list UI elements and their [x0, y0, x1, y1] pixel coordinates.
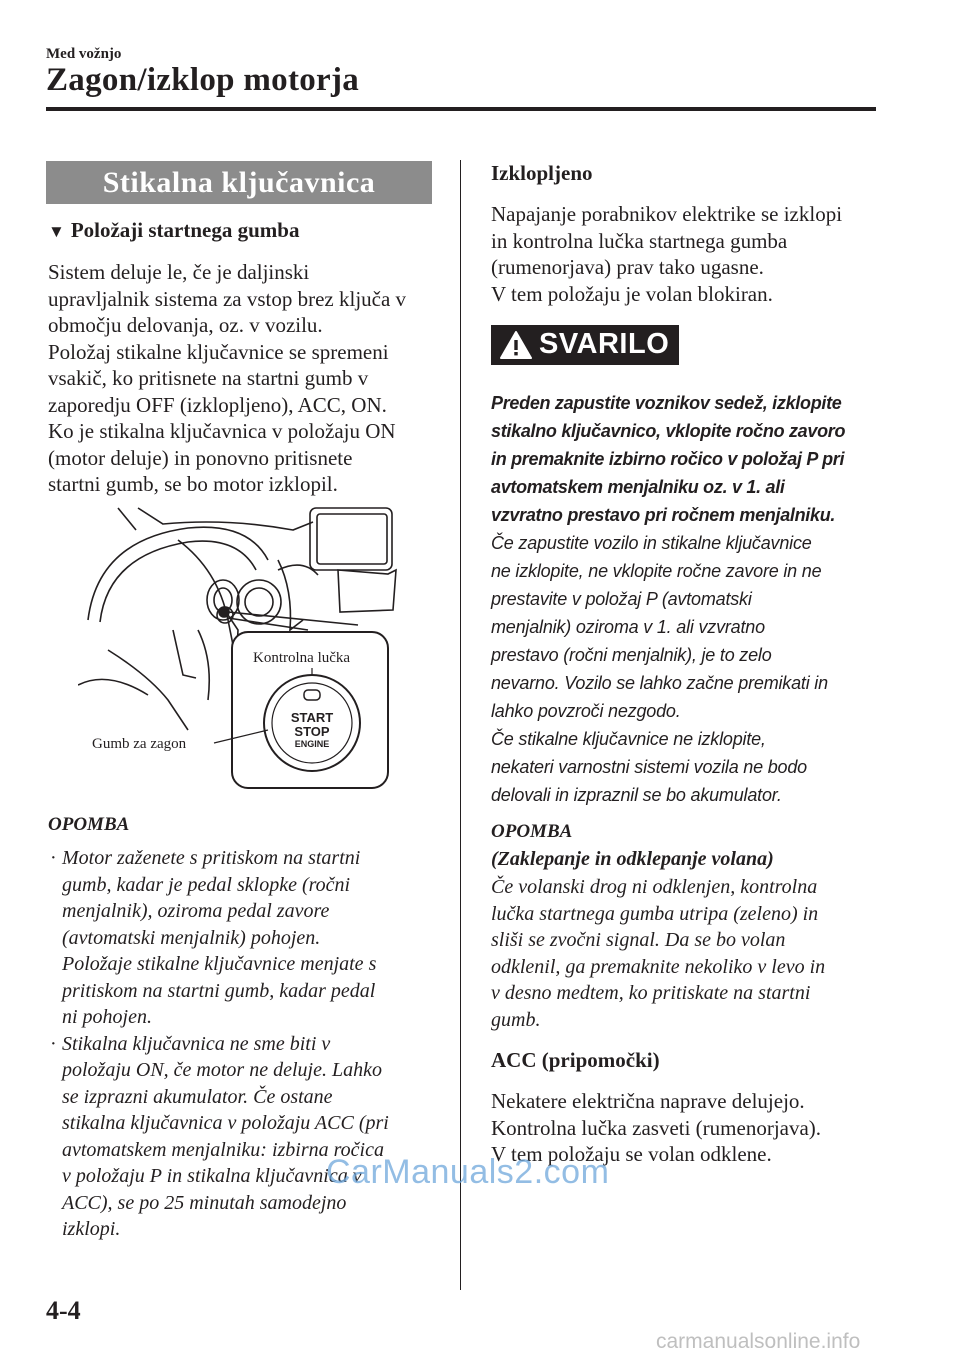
- warning-line: menjalnik) oziroma v 1. ali vzvratno: [491, 617, 765, 637]
- header-rule: [46, 107, 876, 111]
- left-note-title: OPOMBA: [48, 814, 130, 835]
- note-line: Če volanski drog ni odklenjen, kontrolna: [491, 876, 818, 898]
- bullet-line: avtomatskem menjalniku: izbirna ročica: [62, 1138, 384, 1161]
- bullet-line: v položaju P in stikalna ključavnica v: [62, 1165, 362, 1187]
- section-title-bar: Stikalna ključavnica: [46, 161, 432, 204]
- paragraph-line: Nekatere električna naprave delujejo.: [491, 1089, 805, 1113]
- paragraph-line: Sistem deluje le, če je daljinski: [48, 260, 310, 284]
- paragraph-line: upravljalnik sistema za vstop brez ključa v: [48, 286, 407, 311]
- bullet-line: ACC), se po 25 minutah samodejno: [62, 1191, 347, 1214]
- paragraph-line: območju delovanja, oz. v vozilu.: [48, 313, 323, 337]
- paragraph-line: in kontrolna lučka startnega gumba: [491, 228, 788, 253]
- subheading-marker: ▼: [48, 222, 65, 241]
- note-bullet: [48, 845, 448, 1031]
- right-note-body: [491, 874, 891, 1033]
- button-label: Gumb za zagon: [92, 736, 187, 752]
- bullet-line: pritiskom na startni gumb, kadar pedal: [62, 979, 376, 1002]
- subheading: [48, 218, 299, 243]
- warning-bold-line: Preden zapustite voznikov sedež, izklopite: [491, 393, 842, 413]
- warning-line: ne izklopite, ne vklopite ročne zavore in ne: [491, 561, 822, 581]
- paragraph-line: (motor deluje) in ponovno pritisnete: [48, 445, 353, 470]
- warning-bold-line: avtomatskem menjalniku oz. v 1. ali: [491, 477, 785, 497]
- indicator-lamp: [304, 690, 320, 700]
- bullet-line: se izprazni akumulator. Če ostane: [62, 1085, 333, 1108]
- footer-site-mark: carmanualsonline.info: [656, 1330, 861, 1353]
- right-note-title: OPOMBA: [491, 821, 573, 842]
- warning-badge: [491, 325, 679, 365]
- warning-line: lahko povzroči nezgodo.: [491, 701, 681, 721]
- bullet-line: izklopi.: [62, 1218, 121, 1240]
- button-text-stop: STOP: [294, 724, 330, 739]
- paragraph-line: Položaj stikalne ključavnice se spremeni: [48, 339, 389, 364]
- paragraph-line: Kontrolna lučka zasveti (rumenorjava).: [491, 1115, 822, 1140]
- warning-bold-line: stikalno ključavnico, vklopite ročno zavoro: [491, 421, 846, 441]
- warning-line: nevarno. Vozilo se lahko začne premikati in: [491, 673, 828, 693]
- warning-triangle-icon: [499, 330, 533, 360]
- bullet-line: menjalnik), oziroma pedal zavore: [62, 900, 330, 922]
- bullet-line: (avtomatski menjalnik) pohojen.: [62, 926, 321, 949]
- bullet-line: ni pohojen.: [62, 1006, 152, 1028]
- page-number: 4-4: [46, 1296, 81, 1325]
- column-divider: [460, 160, 461, 1290]
- subheading-text: Položaji startnega gumba: [70, 218, 300, 242]
- warning-line: delovali in izpraznil se bo akumulator.: [491, 785, 782, 805]
- off-heading: Izklopljeno: [491, 161, 593, 185]
- right-note-subtitle: (Zaklepanje in odklepanje volana): [491, 848, 774, 870]
- bullet-line: stikalna ključavnica v položaju ACC (pri: [62, 1112, 389, 1134]
- note-line: v desno medtem, ko pritiskate na startni: [491, 982, 811, 1004]
- button-text-engine: ENGINE: [294, 739, 330, 749]
- paragraph-line: V tem položaju se volan odklene.: [491, 1142, 772, 1166]
- paragraph-line: Ko je stikalna ključavnica v položaju ON: [48, 419, 396, 443]
- paragraph-line: startni gumb, se bo motor izklopil.: [48, 472, 338, 496]
- paragraph-line: Napajanje porabnikov elektrike se izklopi: [491, 202, 843, 226]
- warning-line: Če zapustite vozilo in stikalne ključavnice: [491, 533, 812, 553]
- paragraph-line: V tem položaju je volan blokiran.: [491, 281, 773, 306]
- start-button-illustration: [78, 500, 398, 795]
- bullet-line: gumb, kadar je pedal sklopke (ročni: [62, 873, 351, 896]
- warning-label: SVARILO: [539, 328, 670, 360]
- warning-line: nekateri varnostni sistemi vozila ne bodo: [491, 757, 807, 777]
- warning-body: [491, 389, 891, 809]
- note-line: sliši se zvočni signal. Da se bo volan: [491, 929, 786, 951]
- bullet-line: Položaje stikalne ključavnice menjate s: [62, 953, 377, 975]
- indicator-label: Kontrolna lučka: [253, 650, 351, 666]
- off-paragraph: [491, 201, 891, 307]
- warning-line: prestavo (ročni menjalnik), je to zelo: [491, 645, 772, 665]
- paragraph-line: vsakič, ko pritisnete na startni gumb v: [48, 366, 369, 390]
- warning-bold-line: in premaknite izbirno ročico v položaj P pri: [491, 449, 845, 469]
- bullet-line: · Stikalna ključavnica ne sme biti v: [62, 1032, 331, 1055]
- note-line: gumb.: [491, 1008, 541, 1031]
- note-line: odklenil, ga premaknite nekoliko v levo in: [491, 955, 826, 978]
- paragraph-line: zaporedju OFF (izklopljeno), ACC, ON.: [48, 392, 387, 417]
- bullet-line: položaju ON, če motor ne deluje. Lahko: [62, 1059, 382, 1081]
- warning-line: Če stikalne ključavnice ne izklopite,: [491, 729, 766, 749]
- intro-paragraph: [48, 259, 448, 498]
- warning-bold-line: vzvratno prestavo pri ročnem menjalniku.: [491, 505, 836, 525]
- bullet-line: · Motor zaženete s pritiskom na startni: [62, 847, 361, 869]
- chapter-label: Med vožnjo: [46, 46, 122, 62]
- page-title: Zagon/izklop motorja: [46, 62, 360, 98]
- note-bullet: [48, 1031, 448, 1243]
- paragraph-line: (rumenorjava) prav tako ugasne.: [491, 255, 764, 279]
- button-text-start: START: [290, 710, 334, 725]
- acc-heading: ACC (pripomočki): [491, 1048, 660, 1072]
- warning-line: prestavite v položaj P (avtomatski: [491, 589, 752, 609]
- note-line: lučka startnega gumba utripa (zeleno) in: [491, 902, 819, 925]
- watermark-text: CarManuals2.com: [326, 1153, 610, 1191]
